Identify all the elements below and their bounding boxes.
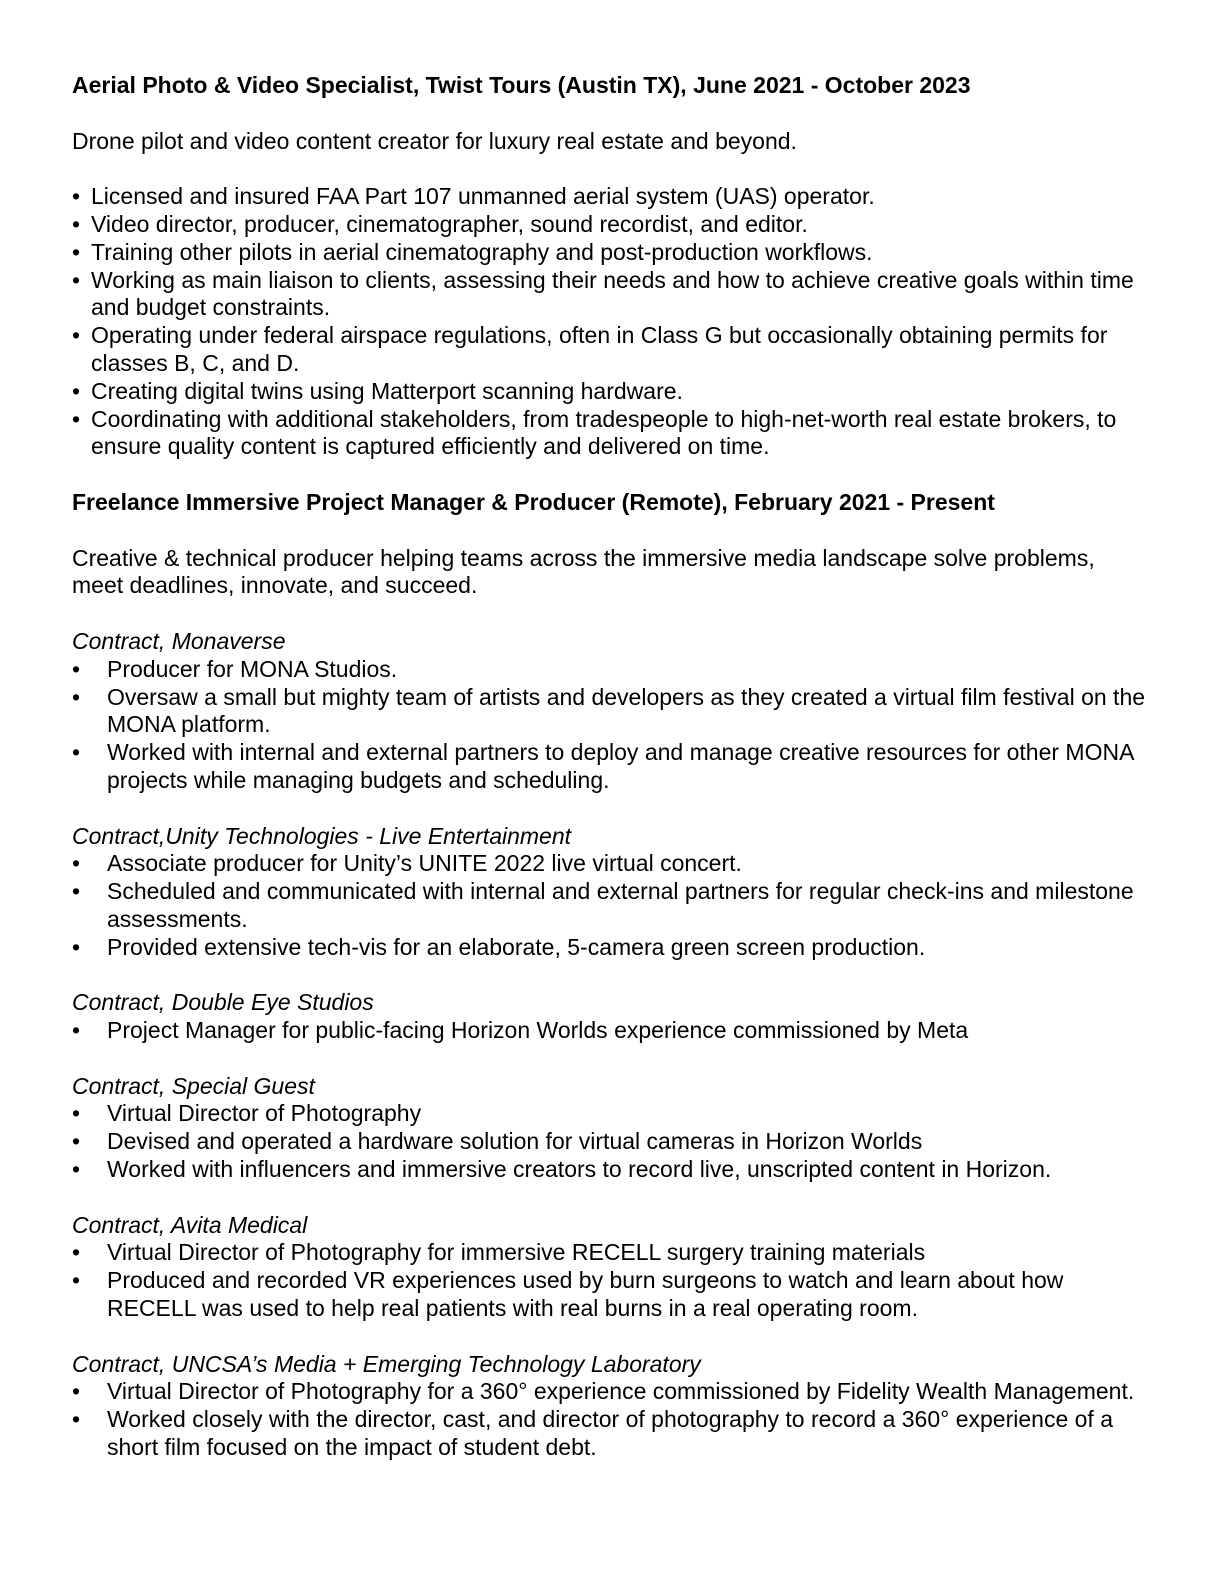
bullet-icon: • xyxy=(72,238,81,265)
bullet-icon: • xyxy=(72,739,81,766)
list-item: • Video director, producer, cinematographer, sound recordist, and editor. xyxy=(72,210,808,237)
list-item: • Project Manager for public-facing Horizon Worlds experience commissioned by Meta xyxy=(72,1017,969,1044)
list-item: • Associate producer for Unity’s UNITE 2022 live virtual concert. xyxy=(72,850,742,877)
bullet-icon: • xyxy=(72,933,81,960)
bullet-icon: • xyxy=(72,683,81,710)
job-title: Freelance Immersive Project Manager & Producer (Remote), February 2021 - Present xyxy=(72,488,995,515)
contract-monaverse xyxy=(72,628,1152,795)
contract-bullet-list xyxy=(72,1017,1152,1045)
list-item: • Devised and operated a hardware solution for virtual cameras in Horizon Worlds xyxy=(72,1128,923,1155)
bullet-icon: • xyxy=(72,210,81,237)
job-section-freelance xyxy=(72,489,1152,1462)
bullet-icon: • xyxy=(72,655,81,682)
bullet-icon: • xyxy=(72,1406,81,1433)
bullet-icon: • xyxy=(72,850,81,877)
bullet-icon: • xyxy=(72,266,81,293)
contract-heading: Contract, Double Eye Studios xyxy=(72,989,374,1016)
list-item: • Training other pilots in aerial cinematography and post-production workflows. xyxy=(72,238,873,265)
job-summary: Drone pilot and video content creator for luxury real estate and beyond. xyxy=(72,127,797,154)
list-item: • Working as main liaison to clients, assessing their needs and how to achieve creative goals within time and budget constraints. xyxy=(72,266,1134,321)
contract-bullet-list xyxy=(72,850,1152,961)
bullet-icon: • xyxy=(72,322,81,349)
list-item: • Provided extensive tech-vis for an elaborate, 5-camera green screen production. xyxy=(72,933,926,960)
contract-bullet-list xyxy=(72,1378,1152,1461)
list-item: • Produced and recorded VR experiences used by burn surgeons to watch and learn about how RECELL was used to help real patients with real burns in a real operating room. xyxy=(72,1267,1064,1322)
list-item: • Producer for MONA Studios. xyxy=(72,655,398,682)
contract-heading: Contract,Unity Technologies - Live Entertainment xyxy=(72,822,572,849)
list-item: • Scheduled and communicated with internal and external partners for regular check-ins and milestone assessments. xyxy=(72,878,1134,932)
contract-heading: Contract, Avita Medical xyxy=(72,1211,308,1238)
job-section-twist-tours xyxy=(72,72,1152,461)
list-item: • Worked with internal and external partners to deploy and manage creative resources for other MONA projects while managing budgets and scheduling. xyxy=(72,739,1134,793)
job-bullet-list xyxy=(72,183,1152,461)
bullet-icon: • xyxy=(72,1156,81,1183)
list-item: • Coordinating with additional stakeholders, from tradespeople to high-net-worth real estate brokers, to ensure quality content is captured efficiently and delivered on time. xyxy=(72,405,1117,460)
list-item: • Operating under federal airspace regulations, often in Class G but occasionally obtaining permits for classes B, C, and D. xyxy=(72,322,1108,376)
list-item: • Oversaw a small but mighty team of artists and developers as they created a virtual film festival on the MONA platform. xyxy=(72,683,1146,738)
bullet-icon: • xyxy=(72,1378,81,1405)
contract-avita-medical xyxy=(72,1212,1152,1323)
bullet-icon: • xyxy=(72,1128,81,1155)
list-item: • Worked closely with the director, cast, and director of photography to record a 360° experience of a short film focused on the impact of student debt. xyxy=(72,1406,1113,1461)
bullet-icon: • xyxy=(72,377,81,404)
bullet-icon: • xyxy=(72,1100,81,1127)
contract-uncsa xyxy=(72,1351,1152,1462)
list-item: • Worked with influencers and immersive creators to record live, unscripted content in Horizon. xyxy=(72,1156,1052,1183)
bullet-icon: • xyxy=(72,1239,81,1266)
list-item: • Virtual Director of Photography for a 360° experience commissioned by Fidelity Wealth Management. xyxy=(72,1378,1135,1405)
contract-special-guest xyxy=(72,1073,1152,1184)
list-item: • Virtual Director of Photography for immersive RECELL surgery training materials xyxy=(72,1239,926,1266)
bullet-icon: • xyxy=(72,405,81,432)
contract-unity xyxy=(72,823,1152,962)
contract-heading: Contract, Special Guest xyxy=(72,1072,315,1099)
contract-double-eye-studios xyxy=(72,989,1152,1045)
contract-bullet-list xyxy=(72,1100,1152,1183)
bullet-icon: • xyxy=(72,1267,81,1294)
job-title: Aerial Photo & Video Specialist, Twist Tours (Austin TX), June 2021 - October 2023 xyxy=(72,72,971,98)
contract-heading: Contract, UNCSA’s Media + Emerging Technology Laboratory xyxy=(72,1350,701,1377)
list-item: • Virtual Director of Photography xyxy=(72,1100,422,1127)
contract-bullet-list xyxy=(72,656,1152,795)
bullet-icon: • xyxy=(72,878,81,905)
resume-page xyxy=(72,72,1152,1462)
list-item: • Creating digital twins using Matterport scanning hardware. xyxy=(72,377,683,404)
job-summary: Creative & technical producer helping teams across the immersive media landscape solve problems, meet deadlines, innovate, and succeed. xyxy=(72,544,1095,599)
bullet-icon: • xyxy=(72,1017,81,1044)
contract-bullet-list xyxy=(72,1239,1152,1322)
list-item: • Licensed and insured FAA Part 107 unmanned aerial system (UAS) operator. xyxy=(72,183,875,210)
bullet-icon: • xyxy=(72,183,81,210)
contract-heading: Contract, Monaverse xyxy=(72,627,286,654)
